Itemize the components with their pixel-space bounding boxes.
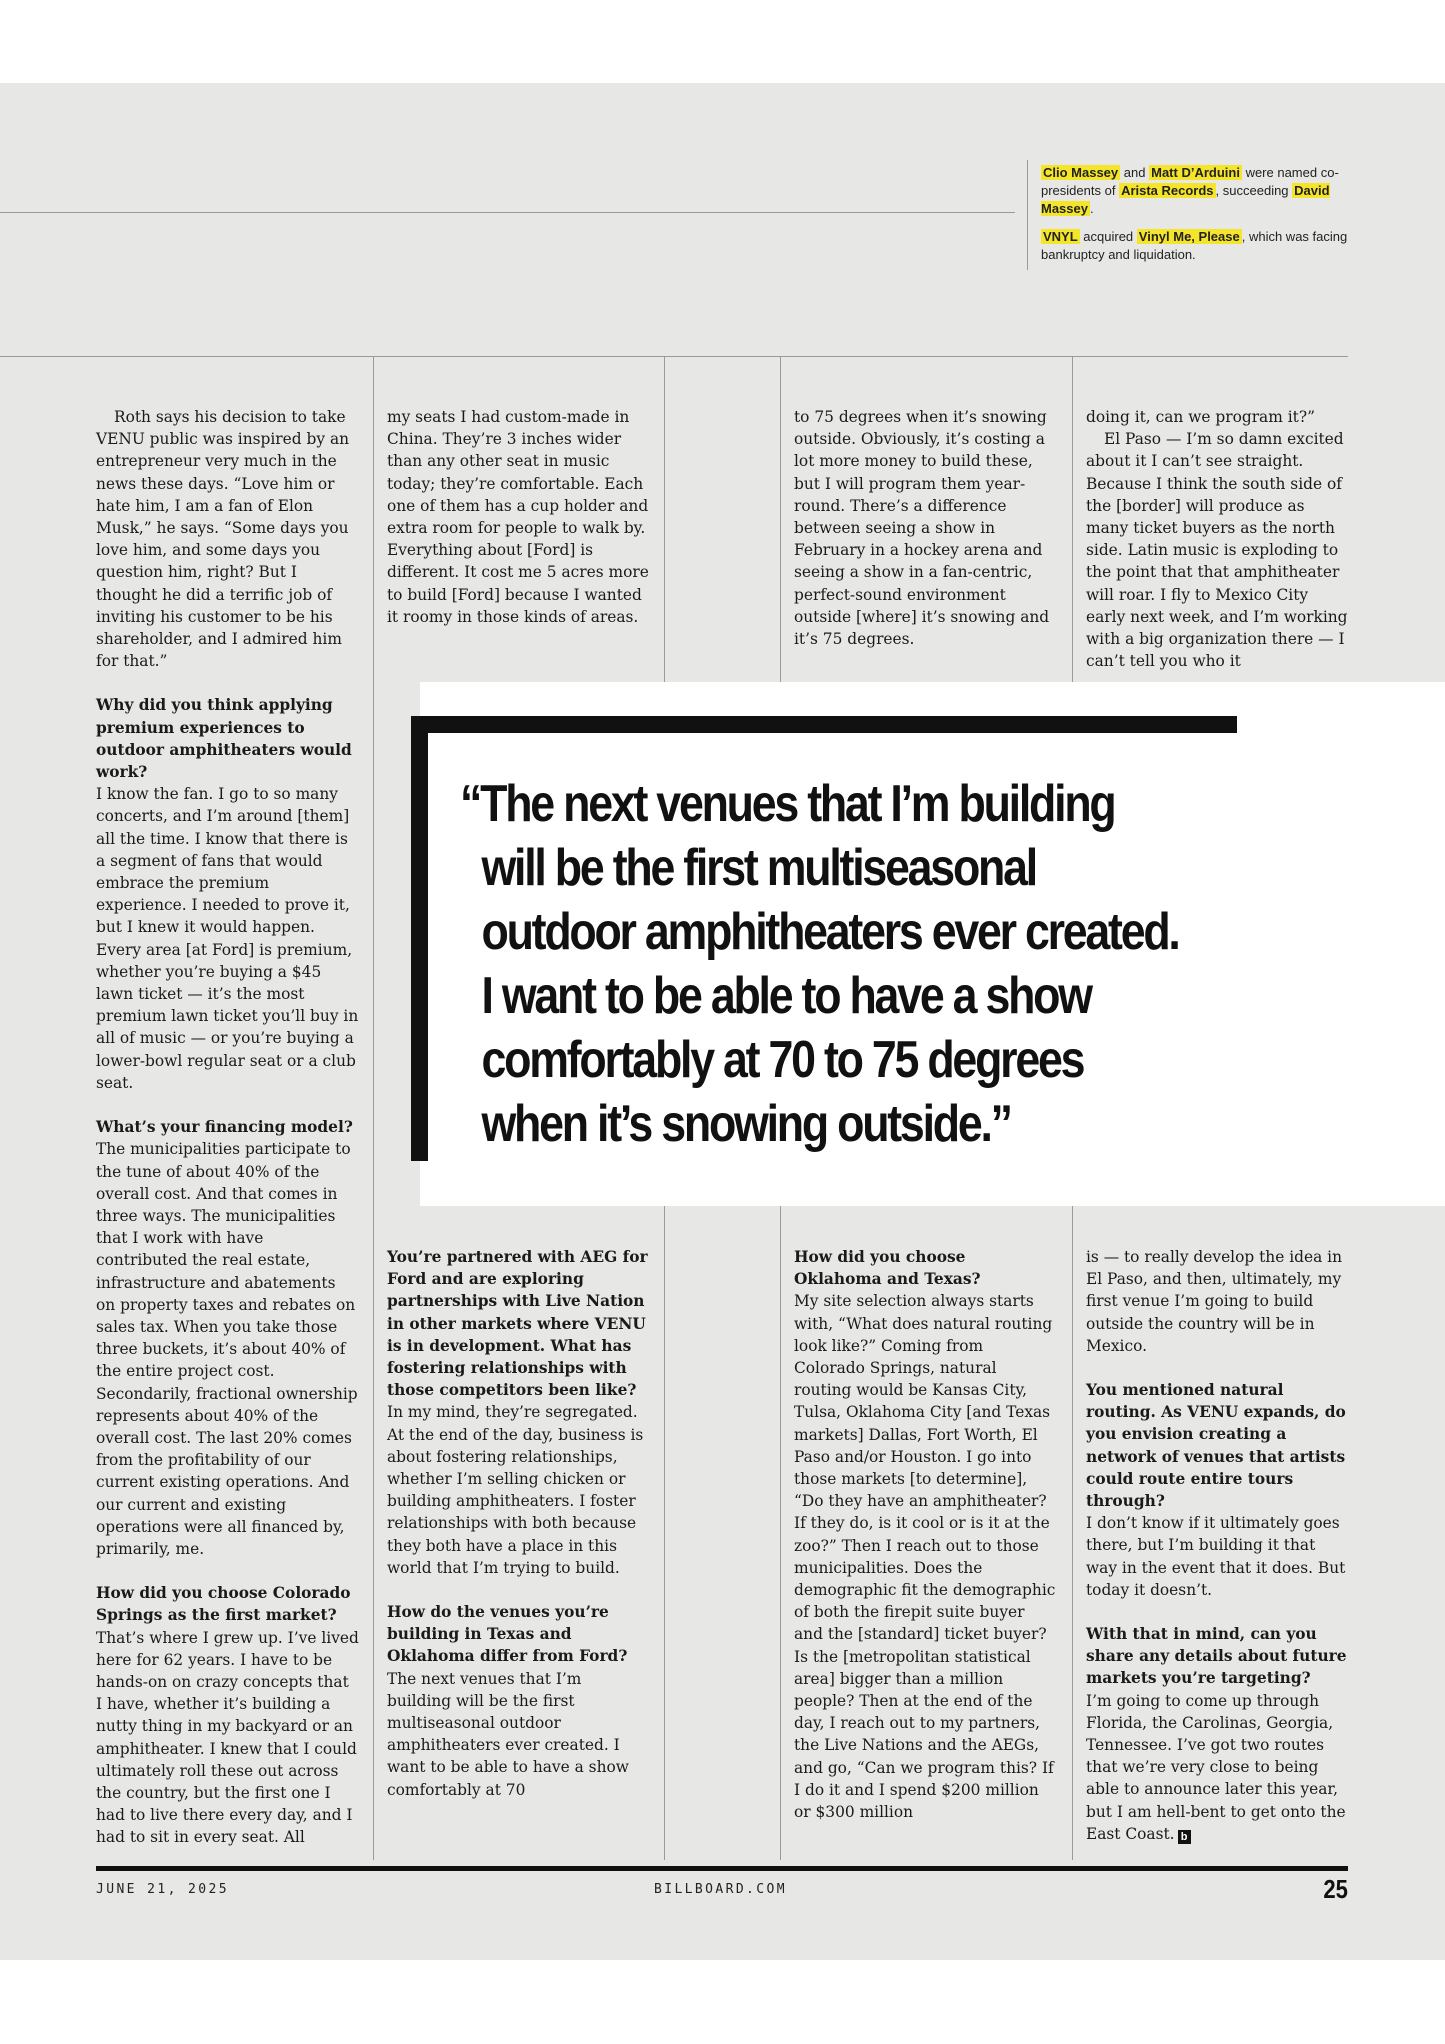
interview-question: With that in mind, can you share any details about future markets you’re targeting?: [1086, 1625, 1347, 1688]
highlight-name: Matt D’Arduini: [1151, 165, 1240, 180]
article-column-3-bottom: [794, 1246, 1057, 1823]
highlight-name: Clio Massey: [1043, 165, 1119, 180]
pull-quote-bracket: [411, 716, 428, 1161]
pull-quote-line: “The next venues that I’m building: [460, 775, 1115, 833]
column-divider: [664, 356, 665, 682]
body-paragraph: The municipalities participate to the tune of about 40% of the overall cost. And that comes in three ways. The municipalities that I work with have contributed the real estate, infrastructure and abatements on property taxes and rebates on sales tax. When you take those three buckets, it’s about 40% of the entire project cost. Secondarily, fractional ownership represents about 40% of the overall cost. The last 20% comes from the profitability of our current existing operations. And our current and existing operations were all financed by, primarily, me.: [96, 1140, 358, 1558]
article-column-1: [96, 406, 359, 1849]
body-paragraph: I don’t know if it ultimately goes there, but I’m building it that way in the event that it does. But today it doesn’t.: [1086, 1514, 1346, 1599]
column-divider: [1072, 1206, 1073, 1860]
article-column-2-bottom: [387, 1246, 650, 1801]
footer-rule: [96, 1866, 1348, 1871]
highlight-company: VNYL: [1043, 229, 1078, 244]
interview-question: Why did you think applying premium experiences to outdoor amphitheaters would work?: [96, 696, 352, 782]
column-divider: [780, 1206, 781, 1860]
pull-quote-line: when it’s snowing outside.”: [481, 1095, 1011, 1153]
billboard-end-mark-icon: b: [1178, 1830, 1191, 1844]
article-column-2-top: [387, 406, 650, 628]
body-paragraph: is — to really develop the idea in El Paso, and then, ultimately, my first venue I’m going to build outside the country will be in Mexico.: [1086, 1248, 1342, 1355]
interview-question: How do the venues you’re building in Texas and Oklahoma differ from Ford?: [387, 1603, 628, 1666]
sidebar-divider: [1027, 160, 1028, 270]
interview-question: What’s your financing model?: [96, 1118, 353, 1137]
pull-quote-line: I want to be able to have a show: [481, 967, 1091, 1025]
column-divider: [780, 356, 781, 682]
interview-question: How did you choose Oklahoma and Texas?: [794, 1248, 981, 1289]
pull-quote-line: will be the first multiseasonal: [481, 839, 1036, 897]
article-column-4-bottom: [1086, 1246, 1349, 1845]
body-paragraph: I know the fan. I go to so many concerts, and I’m around [them] all the time. I know that there is a segment of fans that would embrace the premium experience. I needed to prove it, but I knew it would happen. Every area [at Ford] is premium, whether you’re buying a $45 lawn ticket — it’s the most premium lawn ticket you’ll buy in all of music — or you’re buying a lower-bowl regular seat or a club seat.: [96, 785, 359, 1092]
highlight-name: David Massey: [1041, 183, 1330, 216]
site-name: BILLBOARD.COM: [654, 1882, 787, 1897]
news-item: VNYL acquired Vinyl Me, Please , which was facing bankruptcy and liquidation.: [1041, 229, 1348, 262]
article-column-3-top: [794, 406, 1057, 650]
column-divider: [1072, 356, 1073, 682]
column-divider: [373, 356, 374, 1860]
top-rule: [0, 212, 1015, 213]
body-paragraph: My site selection always starts with, “What does natural routing look like?” Coming from Colorado Springs, natural routing would be Kansas City, Tulsa, Oklahoma City [and Texas markets] Dallas, Fort Worth, El Paso and/or Houston. I go into those markets [to determine], “Do they have an amphitheater? If they do, is it cool or is it at the zoo?” Then I reach out to those municipalities. Does the demographic fit the demographic of both the firepit suite buyer and the [standard] ticket buyer? Is the [metropolitan statistical area] bigger than a million people? Then at the end of the day, I reach out to my partners, the Live Nations and the AEGs, and go, “Can we program this? If I do it and I spend $200 million or $300 million: [794, 1292, 1056, 1822]
body-paragraph: The next venues that I’m building will be the first multiseasonal outdoor amphitheaters ever created. I want to be able to have a show comfortably at 70: [387, 1669, 629, 1799]
highlight-company: Arista Records: [1121, 183, 1214, 198]
body-paragraph: That’s where I grew up. I’ve lived here for 62 years. I have to be hands-on on crazy concepts that I have, whether it’s building a nutty thing in my backyard or an amphitheater. I knew that I could ultimately roll these out across the country, but the first one I had to live there every day, and I had to sit in every seat. All: [96, 1628, 359, 1847]
news-brief-box: [1041, 164, 1351, 274]
body-paragraph: Roth says his decision to take VENU public was inspired by an entrepreneur very much in the news these days. “Love him or hate him, I am a fan of Elon Musk,” he says. “Some days you love him, and some days you question him, right? But I thought he did a terrific job of inviting his customer to be his shareholder, and I admired him for that.”: [96, 408, 350, 671]
section-rule: [0, 356, 1348, 357]
body-paragraph: doing it, can we program it?”: [1086, 408, 1315, 426]
pull-quote-line: comfortably at 70 to 75 degrees: [481, 1031, 1084, 1089]
pull-quote-line: outdoor amphitheaters ever created.: [481, 903, 1179, 961]
news-item: Clio Massey and Matt D’Arduini were named co-presidents of Arista Records , succeeding David Massey .: [1041, 165, 1339, 216]
page-number: 25: [1323, 1874, 1348, 1904]
body-paragraph: In my mind, they’re segregated. At the end of the day, business is about fostering relationships, whether I’m selling chicken or building amphitheaters. I foster relationships with both because they both have a place in this world that I’m trying to build.: [387, 1403, 644, 1577]
body-paragraph: to 75 degrees when it’s snowing outside. Obviously, it’s costing a lot more money to build these, but I will program them year-round. There’s a difference between seeing a show in February in a hockey arena and seeing a show in a fan-centric, perfect-sound environment outside [where] it’s snowing and it’s 75 degrees.: [794, 408, 1050, 649]
interview-question: You mentioned natural routing. As VENU expands, do you envision creating a network of venues that artists could route entire tours through?: [1086, 1381, 1346, 1511]
highlight-company: Vinyl Me, Please: [1138, 229, 1240, 244]
interview-question: How did you choose Colorado Springs as the first market?: [96, 1584, 351, 1625]
pull-quote: [460, 772, 1200, 1156]
body-paragraph: I’m going to come up through Florida, the Carolinas, Georgia, Tennessee. I’ve got two routes that we’re very close to being able to announce later this year, but I am hell-bent to get onto the East Coast. b: [1086, 1691, 1346, 1843]
body-paragraph: my seats I had custom-made in China. They’re 3 inches wider than any other seat in music today; they’re comfortable. Each one of them has a cup holder and extra room for people to walk by. Everything about [Ford] is different. It cost me 5 acres more to build [Ford] because I wanted it roomy in those kinds of areas.: [387, 408, 649, 626]
column-divider: [664, 1206, 665, 1860]
issue-date: JUNE 21, 2025: [96, 1882, 229, 1897]
body-paragraph: El Paso — I’m so damn excited about it I can’t see straight. Because I think the south side of the [border] will produce as many ticket buyers as the north side. Latin music is exploding to the point that that amphitheater will roar. I fly to Mexico City early next week, and I’m working with a big organization there — I can’t tell you who it: [1086, 430, 1348, 671]
pull-quote-bracket: [411, 716, 1237, 733]
article-column-4-top: [1086, 406, 1349, 672]
interview-question: You’re partnered with AEG for Ford and are exploring partnerships with Live Nation in other markets where VENU is in development. What has fostering relationships with those competitors been like?: [387, 1248, 648, 1400]
